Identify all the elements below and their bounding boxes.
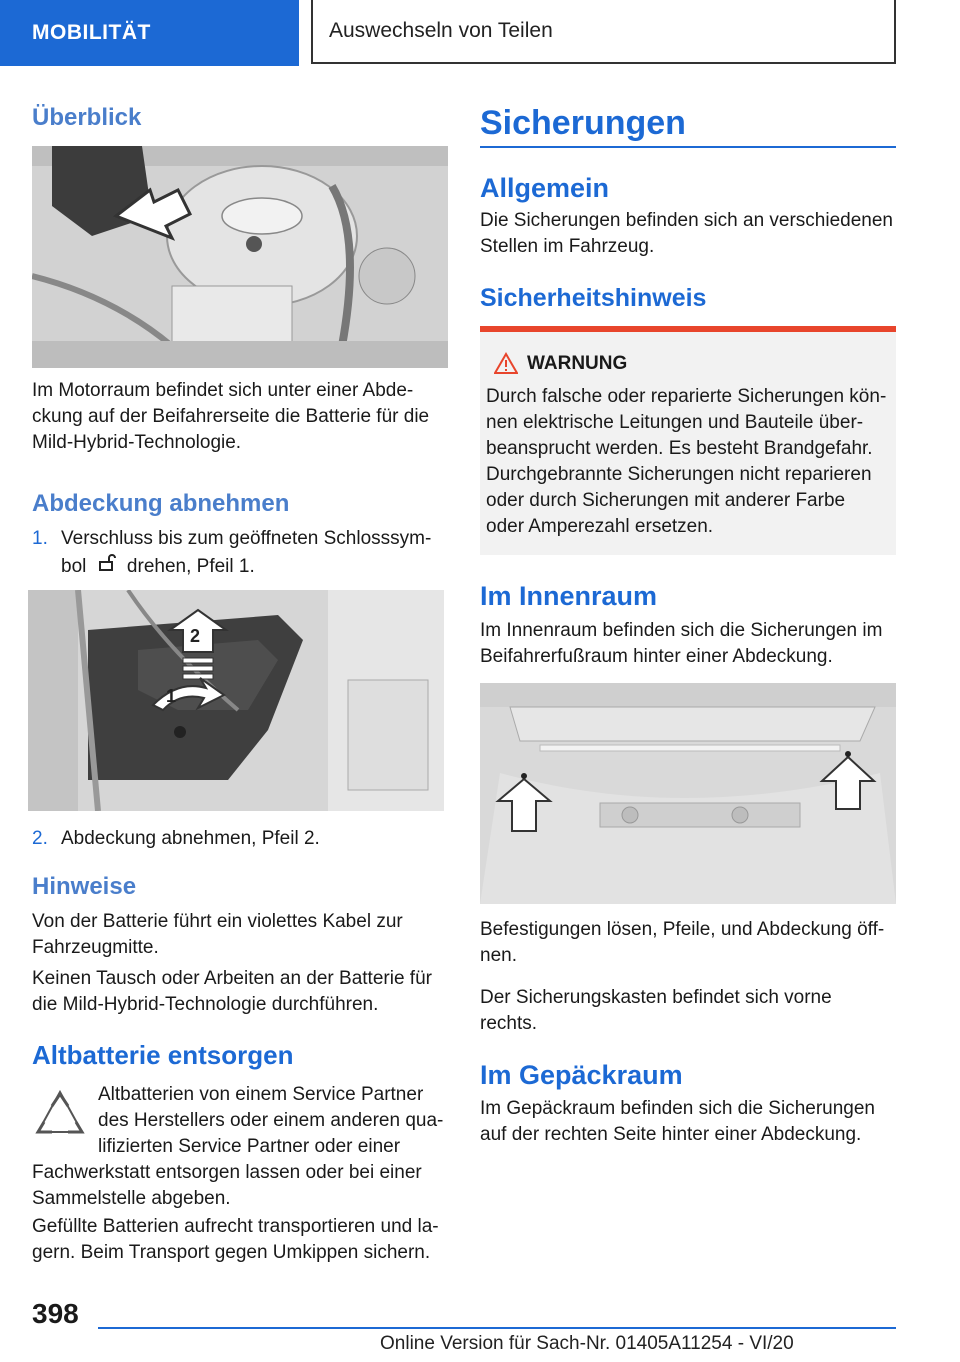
trunk-line-1: Im Gepäckraum befinden sich die Sicherungen [480, 1098, 876, 1119]
disposal-paragraph-2 [32, 1214, 448, 1266]
footwell-cover-image [480, 683, 896, 904]
step-1-line-2a: bol [61, 556, 87, 577]
battery-cover-illustration [28, 590, 444, 811]
disposal-p1-line-1: Altbatterien von einem Service Partner [98, 1084, 424, 1105]
trunk-line-2: auf der rechten Seite hinter einer Abdeckung. [480, 1124, 862, 1145]
warning-line-4: Durchgebrannte Sicherungen nicht reparieren [486, 464, 872, 485]
step-1-line-1: Verschluss bis zum geöffneten Schlosssym- [61, 528, 432, 549]
general-heading: Allgemein [480, 173, 610, 203]
footwell-illustration [480, 683, 896, 904]
general-line-2: Stellen im Fahrzeug. [480, 236, 655, 257]
header-chapter-label: Auswechseln von Teilen [329, 19, 553, 42]
disposal-p1-line-4: Fachwerkstatt entsorgen lassen oder bei einer [32, 1162, 422, 1183]
fuses-title: Sicherungen [480, 104, 686, 142]
header-chapter-box [311, 0, 896, 64]
footer-online-version: Online Version für Sach-Nr. 01405A11254 - VI/20 [380, 1333, 794, 1354]
warning-box [480, 326, 896, 555]
warning-text [486, 384, 896, 540]
warning-line-5: oder durch Sicherungen mit anderer Farbe [486, 490, 846, 511]
interior-p2-line-1: Der Sicherungskasten befindet sich vorne [480, 987, 832, 1008]
header-section-tab [0, 0, 299, 66]
footer-rule [98, 1327, 896, 1329]
page-number: 398 [32, 1298, 79, 1329]
safety-heading: Sicherheitshinweis [480, 284, 707, 312]
interior-line-1: Im Innenraum befinden sich die Sicherungen im [480, 620, 883, 641]
overview-line-1: Im Motorraum befindet sich unter einer Abde- [32, 380, 414, 401]
notes-p2-line-2: die Mild-Hybrid-Technologie durchführen. [32, 994, 379, 1015]
warning-line-2: nen elektrische Leitungen und Bauteile über- [486, 412, 864, 433]
disposal-heading: Altbatterie entsorgen [32, 1040, 294, 1070]
interior-line-2: Beifahrerfußraum hinter einer Abdeckung. [480, 646, 833, 667]
notes-paragraph-2 [32, 966, 448, 1018]
notes-p1-line-2: Fahrzeugmitte. [32, 937, 159, 958]
interior-paragraph-2 [480, 985, 900, 1037]
notes-paragraph-1 [32, 909, 448, 961]
header-section-label: MOBILITÄT [32, 21, 151, 44]
battery-cover-image [28, 590, 444, 811]
interior-caption [480, 917, 900, 969]
step-2-text: Abdeckung abnehmen, Pfeil 2. [61, 828, 320, 849]
remove-cover-heading: Abdeckung abnehmen [32, 490, 290, 517]
trunk-text [480, 1096, 900, 1148]
step-1-number: 1. [32, 528, 48, 549]
trunk-heading: Im Gepäckraum [480, 1060, 683, 1090]
engine-bay-illustration [32, 146, 448, 368]
arrow-label-2: 2 [190, 626, 201, 646]
interior-heading: Im Innenraum [480, 581, 658, 611]
notes-p1-line-1: Von der Batterie führt ein violettes Kabel zur [32, 911, 403, 932]
interior-p2-line-2: rechts. [480, 1013, 538, 1034]
warning-triangle-icon [494, 352, 518, 376]
disposal-paragraph-1 [32, 1082, 448, 1212]
notes-heading: Hinweise [32, 873, 137, 900]
arrow-label-1: 1 [166, 686, 177, 706]
disposal-p1-line-2: des Herstellers oder einem anderen qua- [98, 1110, 444, 1131]
disposal-p1-line-3: lifizierten Service Partner oder einer [98, 1136, 401, 1157]
step-1-line-2b: drehen, Pfeil 1. [126, 556, 255, 577]
interior-text [480, 618, 900, 670]
step-2-number: 2. [32, 828, 48, 849]
engine-bay-image [32, 146, 448, 368]
notes-p2-line-1: Keinen Tausch oder Arbeiten an der Batterie für [32, 968, 432, 989]
warning-line-6: oder Amperezahl ersetzen. [486, 516, 714, 537]
warning-bar [480, 326, 896, 332]
overview-heading: Überblick [32, 104, 142, 131]
disposal-p1-line-5: Sammelstelle abgeben. [32, 1188, 231, 1209]
title-underline [480, 146, 896, 148]
caption-line-1: Befestigungen lösen, Pfeile, und Abdeckung öff- [480, 919, 885, 940]
general-line-1: Die Sicherungen befinden sich an verschiedenen [480, 210, 893, 231]
disposal-p2-line-1: Gefüllte Batterien aufrecht transportieren und la- [32, 1216, 439, 1237]
overview-line-3: Mild-Hybrid-Technologie. [32, 432, 242, 453]
overview-text [32, 378, 448, 456]
disposal-p2-line-2: gern. Beim Transport gegen Umkippen sichern. [32, 1242, 431, 1263]
warning-label: WARNUNG [527, 353, 628, 374]
warning-line-1: Durch falsche oder reparierte Sicherungen kön- [486, 386, 887, 407]
caption-line-2: nen. [480, 945, 517, 966]
overview-line-2: ckung auf der Beifahrerseite die Batterie für die [32, 406, 430, 427]
warning-line-3: beansprucht werden. Es besteht Brandgefahr. [486, 438, 873, 459]
general-text [480, 208, 900, 260]
unlock-icon [92, 552, 122, 580]
